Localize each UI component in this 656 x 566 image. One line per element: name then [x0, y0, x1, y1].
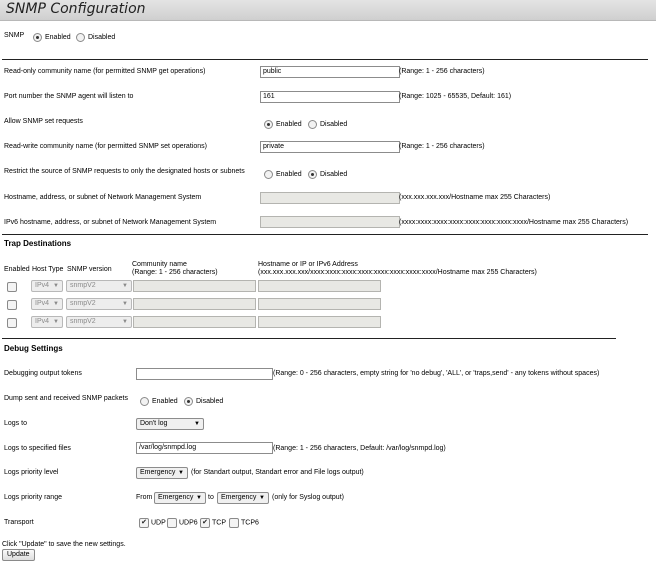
- chevron-down-icon: ▼: [259, 495, 265, 501]
- nms-hint: (xxx.xxx.xxx.xxx/Hostname max 255 Characters): [399, 194, 551, 201]
- trap-version-select[interactable]: snmpV2 ▼: [66, 280, 132, 292]
- restrict-disabled-option[interactable]: Disabled: [308, 170, 347, 179]
- trap-host-type-select[interactable]: IPv4 ▼: [31, 298, 63, 310]
- trap-col-host-type: Host Type: [32, 266, 64, 273]
- log-files-input[interactable]: /var/log/snmpd.log: [136, 442, 273, 454]
- rw-community-hint: (Range: 1 - 256 characters): [399, 143, 485, 150]
- nms-label: Hostname, address, or subnet of Network Management System: [4, 194, 202, 201]
- transport-tcp-option[interactable]: ✔ TCP: [200, 518, 226, 528]
- range-to-select[interactable]: Emergency ▼: [217, 492, 269, 504]
- log-files-hint: (Range: 1 - 256 characters, Default: /var/log/snmpd.log): [273, 445, 446, 452]
- trap-host-input[interactable]: [258, 298, 381, 310]
- chevron-down-icon: ▼: [53, 301, 59, 307]
- nms6-input[interactable]: [260, 216, 400, 228]
- footer-note: Click "Update" to save the new settings.: [2, 541, 126, 548]
- trap-community-input[interactable]: [133, 316, 256, 328]
- page-title: SNMP Configuration: [6, 1, 146, 17]
- nms-input[interactable]: [260, 192, 400, 204]
- port-hint: (Range: 1025 - 65535, Default: 161): [399, 93, 512, 100]
- trap-version-select[interactable]: snmpV2 ▼: [66, 316, 132, 328]
- trap-host-input[interactable]: [258, 316, 381, 328]
- debug-section-title: Debug Settings: [4, 344, 63, 353]
- logs-to-label: Logs to: [4, 420, 27, 427]
- transport-label: Transport: [4, 519, 34, 526]
- priority-range-label: Logs priority range: [4, 494, 62, 501]
- title-bar: [0, 0, 656, 21]
- snmp-disabled-option[interactable]: Disabled: [76, 33, 115, 42]
- update-button[interactable]: Update: [2, 549, 35, 561]
- snmp-enabled-radio[interactable]: [33, 33, 42, 42]
- range-from-label: From: [136, 494, 153, 501]
- trap-enabled-checkbox[interactable]: [7, 282, 17, 292]
- allow-set-enabled-option[interactable]: Enabled: [264, 120, 302, 129]
- chevron-down-icon: ▼: [53, 319, 59, 325]
- priority-level-label: Logs priority level: [4, 469, 59, 476]
- rw-community-input[interactable]: private: [260, 141, 400, 153]
- trap-col-snmp-version: SNMP version: [67, 266, 112, 273]
- trap-community-input[interactable]: [133, 298, 256, 310]
- logs-to-select[interactable]: Don't log ▼: [136, 418, 204, 430]
- divider: [2, 338, 616, 339]
- chevron-down-icon: ▼: [122, 319, 128, 325]
- ro-community-hint: (Range: 1 - 256 characters): [399, 68, 485, 75]
- priority-range-hint: (only for Syslog output): [272, 494, 344, 501]
- restrict-disabled-radio[interactable]: [308, 170, 317, 179]
- transport-udp6-option[interactable]: UDP6: [167, 518, 198, 528]
- restrict-label: Restrict the source of SNMP requests to only the designated hosts or subnets: [4, 168, 245, 175]
- priority-level-hint: (for Standart output, Standart error and File logs output): [191, 469, 364, 476]
- priority-level-select[interactable]: Emergency ▼: [136, 467, 188, 479]
- debug-tokens-input[interactable]: [136, 368, 273, 380]
- chevron-down-icon: ▼: [122, 301, 128, 307]
- trap-host-type-select[interactable]: IPv4 ▼: [31, 316, 63, 328]
- chevron-down-icon: ▼: [53, 283, 59, 289]
- ro-community-label: Read-only community name (for permitted SNMP get operations): [4, 68, 206, 75]
- port-label: Port number the SNMP agent will listen to: [4, 93, 134, 100]
- transport-udp6-checkbox[interactable]: [167, 518, 177, 528]
- trap-version-select[interactable]: snmpV2 ▼: [66, 298, 132, 310]
- allow-set-disabled-radio[interactable]: [308, 120, 317, 129]
- chevron-down-icon: ▼: [196, 495, 202, 501]
- dump-enabled-option[interactable]: Enabled: [140, 397, 178, 406]
- dump-disabled-radio[interactable]: [184, 397, 193, 406]
- trap-row: [7, 282, 19, 292]
- trap-row: [7, 318, 19, 328]
- debug-tokens-hint: (Range: 0 - 256 characters, empty string for 'no debug', 'ALL', or 'traps,send' - any tokens without spaces): [273, 370, 600, 377]
- trap-col-community: Community name: [132, 261, 187, 268]
- allow-set-label: Allow SNMP set requests: [4, 118, 83, 125]
- transport-tcp-checkbox[interactable]: [200, 518, 210, 528]
- transport-tcp6-checkbox[interactable]: [229, 518, 239, 528]
- trap-col-enabled: Enabled: [4, 266, 30, 273]
- log-files-label: Logs to specified files: [4, 445, 71, 452]
- divider: [2, 59, 648, 60]
- snmp-enabled-option[interactable]: Enabled: [33, 33, 71, 42]
- trap-col-community-range: (Range: 1 - 256 characters): [132, 269, 218, 276]
- chevron-down-icon: ▼: [178, 470, 184, 476]
- trap-col-host: Hostname or IP or IPv6 Address: [258, 261, 358, 268]
- trap-enabled-checkbox[interactable]: [7, 318, 17, 328]
- port-input[interactable]: 161: [260, 91, 400, 103]
- dump-enabled-radio[interactable]: [140, 397, 149, 406]
- chevron-down-icon: ▼: [122, 283, 128, 289]
- snmp-label: SNMP: [4, 32, 25, 39]
- allow-set-disabled-option[interactable]: Disabled: [308, 120, 347, 129]
- trap-col-host-format: (xxx.xxx.xxx.xxx/xxxx:xxxx:xxxx:xxxx:xxxx:xxxx:xxxx:xxxx/Hostname max 255 Characters): [258, 269, 537, 276]
- chevron-down-icon: ▼: [194, 421, 200, 427]
- trap-community-input[interactable]: [133, 280, 256, 292]
- restrict-enabled-radio[interactable]: [264, 170, 273, 179]
- snmp-disabled-radio[interactable]: [76, 33, 85, 42]
- trap-row: [7, 300, 19, 310]
- restrict-enabled-option[interactable]: Enabled: [264, 170, 302, 179]
- trap-section-title: Trap Destinations: [4, 239, 72, 248]
- trap-enabled-checkbox[interactable]: [7, 300, 17, 310]
- transport-tcp6-option[interactable]: TCP6: [229, 518, 259, 528]
- nms6-hint: (xxxx:xxxx:xxxx:xxxx:xxxx:xxxx:xxxx:xxxx/Hostname max 255 Characters): [399, 219, 629, 226]
- trap-host-input[interactable]: [258, 280, 381, 292]
- range-to-label: to: [208, 494, 214, 501]
- dump-packets-label: Dump sent and received SNMP packets: [4, 395, 128, 402]
- dump-disabled-option[interactable]: Disabled: [184, 397, 223, 406]
- range-from-select[interactable]: Emergency ▼: [154, 492, 206, 504]
- transport-udp-option[interactable]: ✔ UDP: [139, 518, 166, 528]
- rw-community-label: Read-write community name (for permitted SNMP set operations): [4, 143, 207, 150]
- nms6-label: IPv6 hostname, address, or subnet of Network Management System: [4, 219, 217, 226]
- transport-udp-checkbox[interactable]: [139, 518, 149, 528]
- ro-community-input[interactable]: public: [260, 66, 400, 78]
- trap-host-type-select[interactable]: IPv4 ▼: [31, 280, 63, 292]
- debug-tokens-label: Debugging output tokens: [4, 370, 82, 377]
- allow-set-enabled-radio[interactable]: [264, 120, 273, 129]
- divider: [2, 234, 648, 235]
